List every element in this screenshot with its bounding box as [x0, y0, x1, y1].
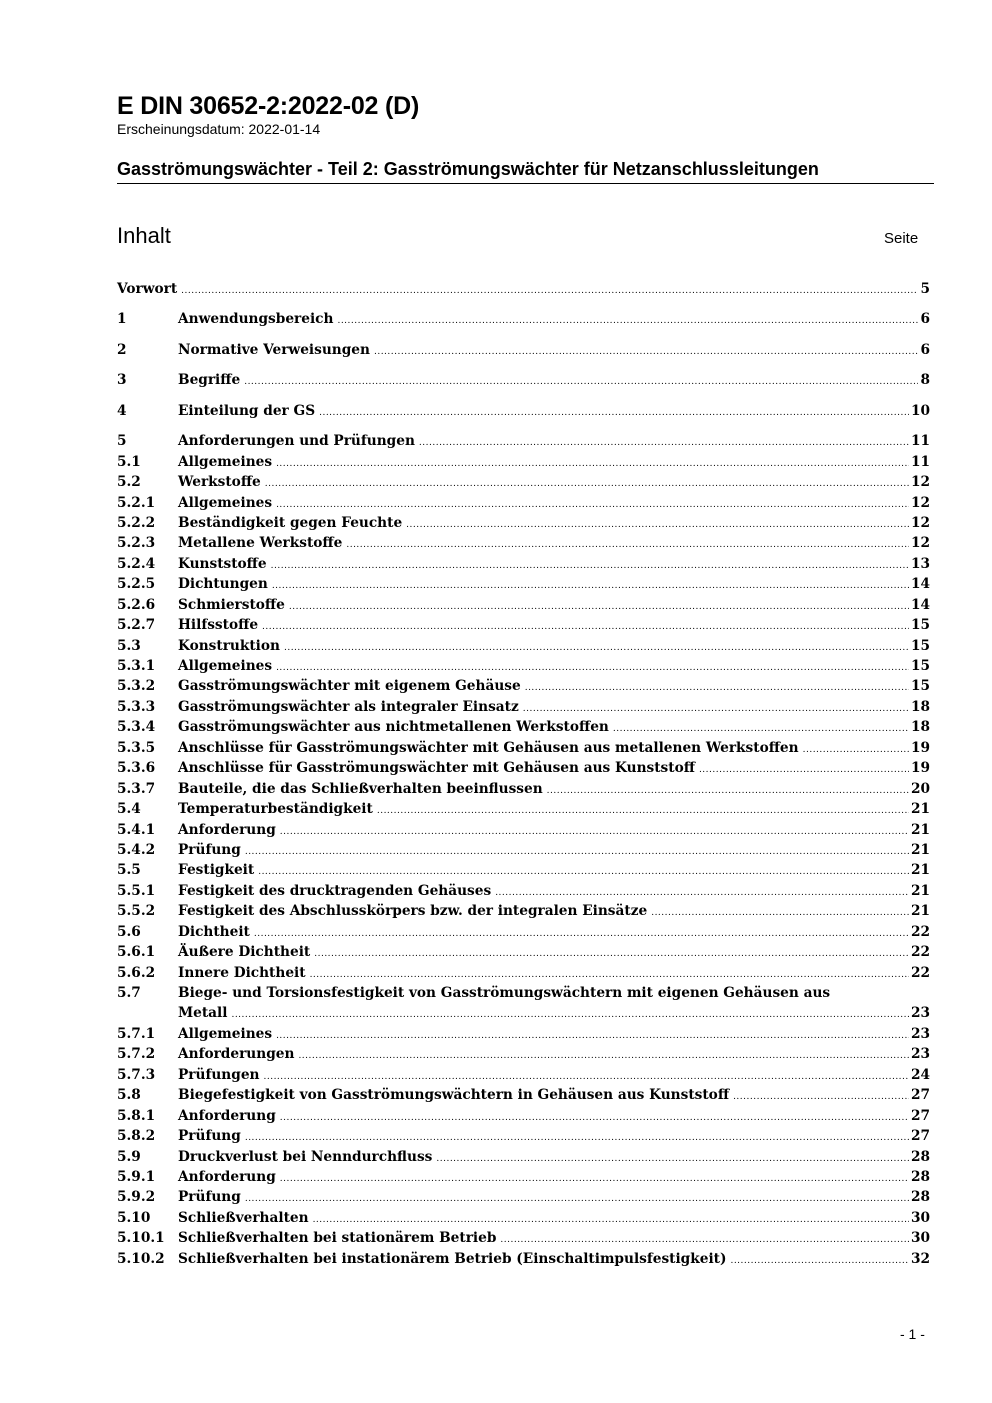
toc-entry-number: 5.6.1	[117, 944, 156, 961]
toc-entry[interactable]	[117, 1147, 930, 1167]
toc-entry-title: Gasströmungswächter als integraler Einsatz	[178, 698, 519, 715]
toc-entry-number: 5.6.2	[117, 964, 156, 981]
toc-entry-title: Prüfungen	[178, 1066, 260, 1083]
toc-entry-number: 5.10.1	[117, 1230, 165, 1247]
toc-dot-leader	[346, 533, 909, 553]
toc-entry-number: 5.2.3	[117, 535, 156, 552]
toc-entry-number: 5.2	[117, 474, 141, 491]
toc-entry-number: 5.2.2	[117, 514, 156, 531]
toc-entry-page: 27	[910, 1107, 930, 1124]
toc-entry[interactable]	[117, 779, 930, 799]
toc-entry-number: 5.3.3	[117, 698, 156, 715]
toc-dot-leader	[272, 574, 909, 594]
toc-entry-number: 5.2.5	[117, 576, 156, 593]
toc-entry-page: 21	[910, 882, 930, 899]
toc-entry[interactable]	[117, 881, 930, 901]
toc-dot-leader	[337, 309, 918, 329]
toc-dot-leader	[613, 717, 909, 737]
toc-entry-page: 30	[910, 1209, 930, 1226]
toc-dot-leader	[280, 1167, 909, 1187]
toc-dot-leader	[276, 493, 909, 513]
toc-entry[interactable]	[117, 513, 930, 533]
toc-entry[interactable]	[117, 799, 930, 819]
toc-entry-title: Normative Verweisungen	[178, 341, 370, 358]
toc-dot-leader	[181, 279, 918, 299]
document-subtitle: Gasströmungswächter - Teil 2: Gasströmungswächter für Netzanschlussleitungen	[117, 159, 819, 179]
toc-entry-page: 12	[910, 535, 930, 552]
toc-entry-title: Beständigkeit gegen Feuchte	[178, 514, 403, 531]
toc-dot-leader	[262, 615, 909, 635]
toc-entry-number: 5.3.7	[117, 780, 156, 797]
toc-entry-number: 5.4.1	[117, 821, 156, 838]
toc-dot-leader	[271, 554, 909, 574]
toc-entry-number: 5.3.2	[117, 678, 156, 695]
toc-entry-number: 5.3.5	[117, 739, 156, 756]
toc-dot-leader	[651, 901, 909, 921]
toc-dot-leader	[280, 820, 909, 840]
toc-entry-title: Schließverhalten bei stationärem Betrieb	[178, 1230, 497, 1247]
toc-entry-title: Konstruktion	[178, 637, 280, 654]
toc-entry-title: Bauteile, die das Schließverhalten beeinflussen	[178, 780, 543, 797]
toc-entry-title: Prüfung	[178, 841, 241, 858]
toc-entry[interactable]	[117, 1085, 930, 1105]
toc-entry[interactable]	[117, 758, 930, 778]
toc-entry-page: 32	[910, 1250, 930, 1267]
toc-entry-number: 5.7.1	[117, 1025, 156, 1042]
toc-entry-title: Allgemeines	[178, 658, 273, 674]
toc-entry[interactable]	[117, 1106, 930, 1126]
toc-entry[interactable]	[117, 309, 930, 329]
publication-date: Erscheinungsdatum: 2022-01-14	[117, 121, 321, 137]
toc-entry[interactable]	[117, 554, 930, 574]
toc-entry-page: 5	[920, 281, 930, 297]
toc-entry-number: 5.2.4	[117, 555, 156, 572]
toc-entry[interactable]	[117, 820, 930, 840]
toc-entry-title: Anforderungen	[178, 1046, 295, 1063]
toc-entry-page: 23	[910, 1025, 930, 1042]
toc-dot-leader	[699, 758, 909, 778]
toc-dot-leader	[377, 799, 909, 819]
toc-entry[interactable]	[117, 636, 930, 656]
toc-entry-number: 5.2.7	[117, 617, 156, 634]
toc-entry-title: Biegefestigkeit von Gasströmungswächtern in Gehäusen aus Kunststoff	[178, 1087, 730, 1104]
toc-entry-title: Äußere Dichtheit	[178, 944, 311, 961]
toc-entry-number: 5.7	[117, 985, 141, 1001]
title-underline	[117, 183, 934, 184]
toc-entry[interactable]	[117, 1065, 930, 1085]
toc-entry-number: 5.10	[117, 1209, 151, 1226]
toc-entry-title: Allgemeines	[178, 494, 273, 511]
toc-entry-page: 21	[910, 801, 930, 818]
toc-entry-title: Druckverlust bei Nenndurchfluss	[178, 1148, 433, 1165]
toc-entry-number: 5	[117, 433, 127, 450]
toc-entry-title: Gasströmungswächter aus nichtmetallenen Werkstoffen	[178, 719, 609, 736]
toc-entry-page: 19	[910, 739, 930, 756]
toc-dot-leader	[313, 1208, 909, 1228]
toc-entry-number: 5.7.2	[117, 1046, 156, 1063]
toc-entry-page: 15	[910, 637, 930, 654]
toc-entry[interactable]	[117, 533, 930, 553]
toc-entry-number: 5.2.6	[117, 596, 156, 613]
toc-entry-number: 5.5	[117, 862, 141, 879]
toc-entry-title: Innere Dichtheit	[178, 964, 306, 981]
toc-dot-leader	[495, 881, 909, 901]
toc-entry[interactable]	[117, 431, 930, 451]
toc-entry-title: Einteilung der GS	[178, 402, 316, 419]
toc-entry[interactable]	[117, 1126, 930, 1146]
toc-entry[interactable]	[117, 860, 930, 880]
toc-entry-page: 30	[910, 1230, 930, 1247]
toc-entry[interactable]	[117, 717, 930, 737]
toc-entry-page: 22	[910, 964, 930, 981]
toc-entry[interactable]	[117, 615, 930, 635]
toc-entry[interactable]	[117, 401, 930, 421]
toc-dot-leader	[547, 779, 909, 799]
toc-entry-number: 5.4.2	[117, 841, 156, 858]
toc-dot-leader	[254, 922, 909, 942]
toc-entry-title: Anschlüsse für Gasströmungswächter mit Gehäusen aus metallenen Werkstoffen	[178, 739, 799, 756]
toc-entry[interactable]	[117, 922, 930, 942]
toc-entry-page: 11	[910, 453, 930, 470]
toc-entry-page: 20	[910, 780, 930, 797]
toc-entry-title: Festigkeit des drucktragenden Gehäuses	[178, 882, 492, 899]
toc-entry-title: Dichtungen	[178, 576, 268, 593]
toc-entry-number: 3	[117, 372, 127, 389]
toc-entry-page: 23	[910, 1005, 930, 1022]
toc-entry-title: Allgemeines	[178, 453, 273, 470]
toc-entry[interactable]	[117, 1228, 930, 1248]
toc-entry-page: 23	[910, 1046, 930, 1063]
toc-entry-page: 14	[910, 576, 930, 593]
toc-entry[interactable]	[117, 983, 930, 1024]
toc-entry-title: Anforderung	[178, 1107, 276, 1124]
toc-entry[interactable]	[117, 279, 930, 299]
toc-entry-number: 5.3.6	[117, 760, 156, 777]
toc-dot-leader	[319, 401, 909, 421]
toc-entry[interactable]	[117, 493, 930, 513]
toc-entry-title-continuation: Metall	[178, 1005, 228, 1022]
toc-entry-page: 24	[910, 1066, 930, 1083]
toc-dot-leader	[263, 1065, 908, 1085]
toc-entry-title: Allgemeines	[178, 1025, 273, 1042]
toc-entry[interactable]	[117, 840, 930, 860]
toc-entry-number: 5.8	[117, 1087, 141, 1104]
toc-entry-title: Dichtheit	[178, 923, 250, 940]
toc-entry[interactable]	[117, 452, 930, 472]
toc-dot-leader	[245, 840, 909, 860]
toc-dot-leader	[436, 1147, 909, 1167]
toc-dot-leader	[406, 513, 909, 533]
toc-entry-title: Anwendungsbereich	[178, 311, 334, 328]
toc-entry-page: 14	[910, 596, 930, 613]
toc-entry-title: Anforderungen und Prüfungen	[178, 433, 415, 450]
toc-entry-number: 5.9	[117, 1148, 141, 1165]
toc-entry-number: 5.5.2	[117, 903, 156, 920]
toc-entry-title: Temperaturbeständigkeit	[178, 801, 373, 818]
toc-entry-title: Gasströmungswächter mit eigenem Gehäuse	[178, 678, 521, 695]
toc-entry-title: Biege- und Torsionsfestigkeit von Gasströmungswächtern mit eigenen Gehäusen aus	[178, 985, 831, 1001]
toc-dot-leader	[280, 1106, 909, 1126]
toc-entry[interactable]	[117, 942, 930, 962]
toc-dot-leader	[310, 963, 909, 983]
toc-entry-page: 28	[910, 1168, 930, 1185]
toc-dot-leader	[523, 697, 909, 717]
toc-entry-number: 5.10.2	[117, 1250, 165, 1267]
toc-entry-page: 11	[910, 433, 930, 450]
toc-entry-title: Anforderung	[178, 821, 276, 838]
page-number: - 1 -	[900, 1326, 925, 1342]
toc-entry-page: 8	[920, 372, 930, 389]
toc-entry[interactable]	[117, 656, 930, 676]
toc-dot-leader	[289, 595, 909, 615]
toc-dot-leader	[244, 370, 918, 390]
toc-dot-leader	[314, 942, 909, 962]
toc-dot-leader	[265, 472, 909, 492]
toc-entry-title: Prüfung	[178, 1189, 241, 1206]
toc-entry-page: 27	[910, 1087, 930, 1104]
toc-dot-leader	[276, 1024, 909, 1044]
toc-entry[interactable]	[117, 738, 930, 758]
toc-entry-page: 21	[910, 821, 930, 838]
toc-entry[interactable]	[117, 1024, 930, 1044]
toc-entry-title: Schmierstoffe	[178, 596, 285, 613]
toc-entry[interactable]	[117, 574, 930, 594]
toc-entry[interactable]	[117, 697, 930, 717]
toc-dot-leader	[258, 860, 909, 880]
toc-dot-leader	[374, 340, 919, 360]
toc-entry-title: Hilfsstoffe	[178, 617, 259, 634]
toc-entry-page: 10	[910, 402, 930, 419]
toc-entry-title: Schließverhalten	[178, 1209, 309, 1226]
toc-entry-page: 28	[910, 1148, 930, 1165]
toc-entry[interactable]	[117, 676, 930, 696]
toc-dot-leader	[245, 1126, 909, 1146]
toc-entry-page: 6	[920, 311, 930, 328]
toc-dot-leader	[276, 452, 909, 472]
toc-dot-leader	[730, 1249, 908, 1269]
toc-dot-leader	[284, 636, 909, 656]
toc-entry-title: Festigkeit	[178, 862, 255, 879]
toc-entry-number: 5.5.1	[117, 882, 156, 899]
toc-entry[interactable]	[117, 1044, 930, 1064]
toc-entry-page: 12	[910, 494, 930, 511]
toc-entry-title: Kunststoffe	[178, 555, 267, 572]
toc-entry-title: Prüfung	[178, 1128, 241, 1145]
toc-entry-page: 21	[910, 862, 930, 879]
toc-dot-leader	[298, 1044, 909, 1064]
toc-entry-page: 27	[910, 1128, 930, 1145]
toc-entry-number: 5.6	[117, 923, 141, 940]
toc-entry-title: Festigkeit des Abschlusskörpers bzw. der integralen Einsätze	[178, 903, 648, 920]
toc-entry-page: 6	[920, 341, 930, 358]
toc-entry-page: 22	[910, 923, 930, 940]
toc-dot-leader	[419, 431, 909, 451]
toc-entry-page: 15	[910, 617, 930, 634]
toc-entry-number: 5.1	[117, 453, 141, 470]
toc-entry[interactable]	[117, 1167, 930, 1187]
toc-entry[interactable]	[117, 472, 930, 492]
toc-entry-page: 21	[910, 903, 930, 920]
contents-heading: Inhalt	[117, 223, 171, 248]
toc-entry-title: Anschlüsse für Gasströmungswächter mit Gehäusen aus Kunststoff	[178, 760, 695, 777]
toc-dot-leader	[803, 738, 909, 758]
toc-entry-title: Begriffe	[178, 372, 241, 389]
toc-dot-leader	[525, 676, 909, 696]
toc-entry[interactable]	[117, 370, 930, 390]
toc-entry-number: 5.8.1	[117, 1107, 156, 1124]
toc-entry[interactable]	[117, 963, 930, 983]
toc-entry-number: 5.9.2	[117, 1189, 156, 1206]
toc-dot-leader	[245, 1187, 909, 1207]
toc-entry-page: 15	[910, 658, 930, 674]
toc-entry-page: 28	[910, 1189, 930, 1206]
toc-entry-page: 21	[910, 841, 930, 858]
toc-entry[interactable]	[117, 1187, 930, 1207]
toc-dot-leader	[276, 656, 909, 676]
toc-entry-number: 4	[117, 402, 127, 419]
toc-entry[interactable]	[117, 1249, 930, 1269]
toc-entry-title: Vorwort	[117, 281, 178, 297]
toc-entry-title: Werkstoffe	[178, 474, 261, 491]
toc-entry-number: 1	[117, 311, 127, 328]
toc-dot-leader	[231, 1003, 908, 1023]
toc-entry[interactable]	[117, 1208, 930, 1228]
toc-entry-number: 2	[117, 341, 127, 358]
toc-entry-title: Schließverhalten bei instationärem Betrieb (Einschaltimpulsfestigkeit)	[178, 1250, 727, 1267]
toc-entry-page: 22	[910, 944, 930, 961]
toc-entry-number: 5.3.4	[117, 719, 156, 736]
toc-entry[interactable]	[117, 340, 930, 360]
page-column-label: Seite	[884, 230, 919, 247]
toc-entry-page: 15	[910, 678, 930, 695]
toc-entry-title: Metallene Werkstoffe	[178, 535, 343, 552]
toc-entry-page: 18	[910, 698, 930, 715]
toc-entry-page: 13	[910, 555, 930, 572]
toc-entry-page: 12	[910, 514, 930, 531]
toc-entry-number: 5.9.1	[117, 1168, 156, 1185]
toc-entry-page: 19	[910, 760, 930, 777]
toc-entry-page: 12	[910, 474, 930, 491]
toc-entry-number: 5.8.2	[117, 1128, 156, 1145]
toc-entry-number: 5.7.3	[117, 1066, 156, 1083]
toc-dot-leader	[733, 1085, 909, 1105]
toc-entry[interactable]	[117, 901, 930, 921]
toc-dot-leader	[500, 1228, 909, 1248]
toc-entry-number: 5.3	[117, 637, 141, 654]
toc-entry-title: Anforderung	[178, 1168, 276, 1185]
toc-entry-number: 5.2.1	[117, 494, 156, 511]
toc-entry-number: 5.4	[117, 801, 141, 818]
toc-entry[interactable]	[117, 595, 930, 615]
table-of-contents	[117, 279, 930, 1269]
toc-entry-page: 18	[910, 719, 930, 736]
toc-entry-number: 5.3.1	[117, 658, 156, 674]
document-id: E DIN 30652-2:2022-02 (D)	[117, 92, 420, 120]
